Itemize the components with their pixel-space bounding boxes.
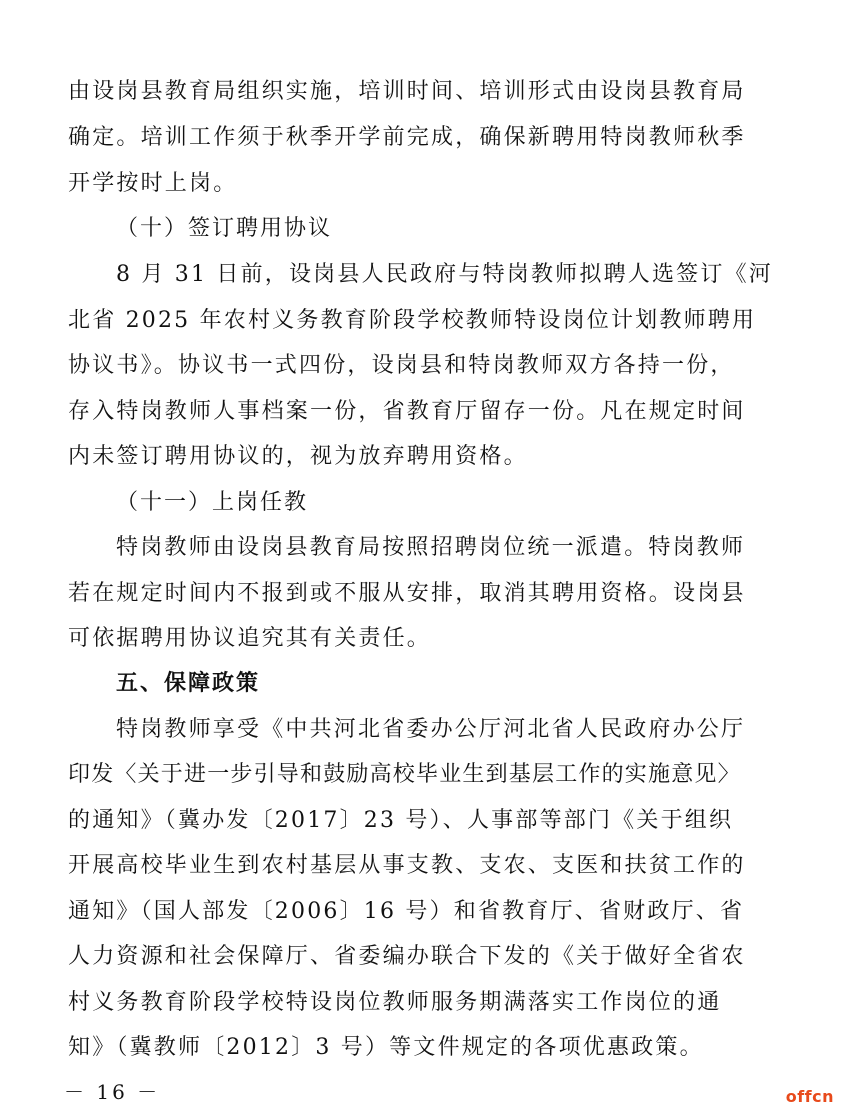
body-text-line: 特岗教师由设岗县教育局按照招聘岗位统一派遣。特岗教师: [116, 535, 746, 560]
page-number: － 16 －: [64, 1080, 161, 1104]
body-text-line: 确定。培训工作须于秋季开学前完成，确保新聘用特岗教师秋季: [68, 125, 746, 150]
body-text-line: 存入特岗教师人事档案一份，省教育厅留存一份。凡在规定时间: [68, 399, 746, 424]
body-text-line: 若在规定时间内不报到或不服从安排，取消其聘用资格。设岗县: [68, 581, 746, 606]
body-text-line: 可依据聘用协议追究其有关责任。: [68, 626, 432, 651]
body-text-line: 人力资源和社会保障厅、省委编办联合下发的《关于做好全省农: [68, 944, 746, 969]
offcn-watermark: offcn: [785, 1087, 834, 1106]
body-text-line: 的通知》（冀办发〔2017〕23 号）、人事部等部门《关于组织: [68, 808, 734, 833]
body-text-line: 村义务教育阶段学校特设岗位教师服务期满落实工作岗位的通: [68, 990, 722, 1015]
body-text-line: 由设岗县教育局组织实施，培训时间、培训形式由设岗县教育局: [68, 79, 746, 104]
section-heading-10: （十）签订聘用协议: [116, 216, 333, 241]
body-text-line: 8 月 31 日前，设岗县人民政府与特岗教师拟聘人选签订《河: [116, 262, 773, 287]
body-text-line: 印发〈关于进一步引导和鼓励高校毕业生到基层工作的实施意见〉: [68, 762, 741, 787]
section-heading-11: （十一）上岗任教: [116, 490, 309, 515]
body-text-line: 知》（冀教师〔2012〕3 号）等文件规定的各项优惠政策。: [68, 1035, 704, 1060]
body-text-line: 内未签订聘用协议的，视为放弃聘用资格。: [68, 444, 528, 469]
body-text-line: 北省 2025 年农村义务教育阶段学校教师特设岗位计划教师聘用: [68, 308, 757, 333]
body-text-line: 开展高校毕业生到农村基层从事支教、支农、支医和扶贫工作的: [68, 853, 746, 878]
body-text-line: 开学按时上岗。: [68, 171, 238, 196]
body-text-line: 特岗教师享受《中共河北省委办公厅河北省人民政府办公厅: [116, 717, 746, 742]
body-text-line: 协议书》。协议书一式四份，设岗县和特岗教师双方各持一份，: [68, 353, 735, 378]
section-heading-5: 五、保障政策: [116, 671, 261, 696]
body-text-line: 通知》（国人部发〔2006〕16 号）和省教育厅、省财政厅、省: [68, 899, 745, 924]
